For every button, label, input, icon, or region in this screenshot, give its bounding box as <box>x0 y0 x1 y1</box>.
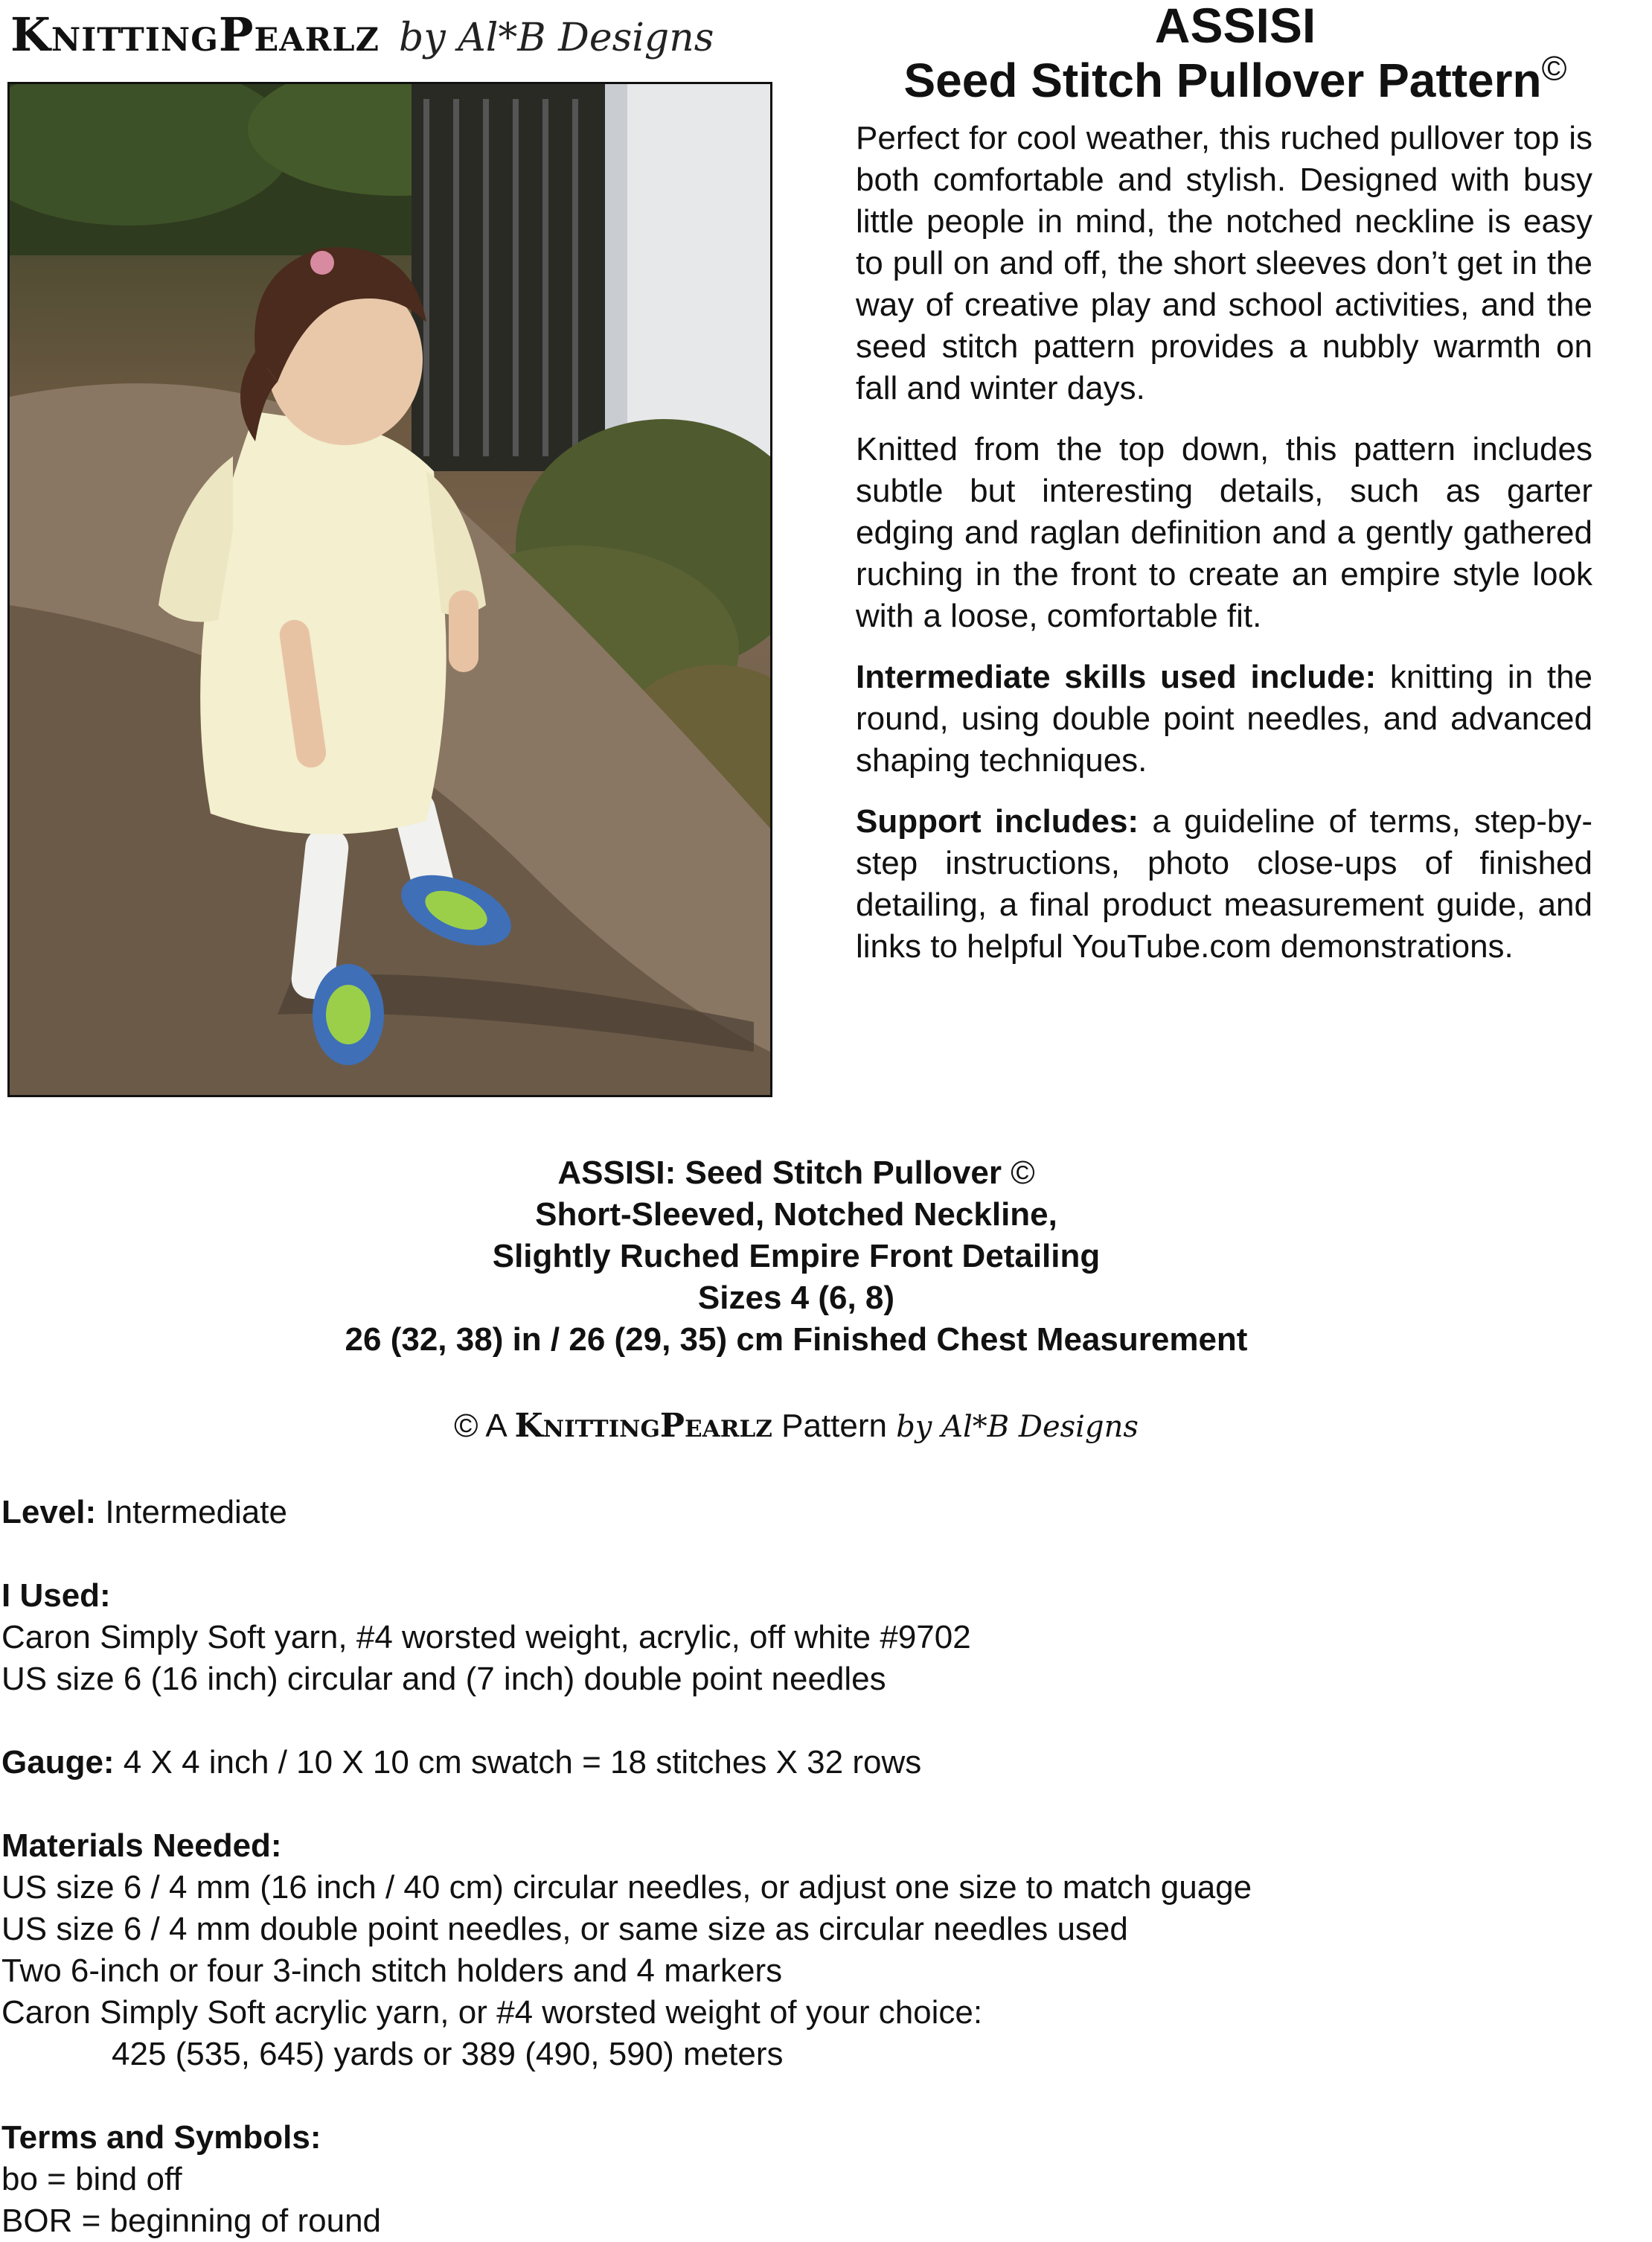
copyright-icon: © <box>1011 1154 1035 1191</box>
pattern-title: ASSISI <box>1154 0 1316 53</box>
materials-item: US size 6 / 4 mm (16 inch / 40 cm) circular needles, or adjust one size to match guage <box>1 1869 1252 1906</box>
level-value: Intermediate <box>96 1494 287 1530</box>
gauge-value: 4 X 4 inch / 10 X 10 cm swatch = 18 stitches X 32 rows <box>114 1744 922 1780</box>
materials-item: US size 6 / 4 mm double point needles, or same size as circular needles used <box>1 1911 1128 1947</box>
pattern-credit <box>0 1407 1592 1445</box>
gauge-section <box>1 1742 1564 1783</box>
pattern-credit-prefix: © A <box>454 1408 515 1444</box>
copyright-icon: © <box>1541 48 1567 88</box>
terms-section <box>1 2117 1564 2242</box>
child-photo-illustration <box>10 84 770 1095</box>
brand-name: KnittingPearlz <box>10 7 380 62</box>
used-item: Caron Simply Soft yarn, #4 worsted weight, acrylic, off white #9702 <box>1 1619 971 1655</box>
terms-item: BOR = beginning of round <box>1 2203 382 2239</box>
description-paragraph-2: Knitted from the top down, this pattern includes subtle but interesting details, such as garter edging and raglan definition and a gently gathered ruching in the front to create an empire style look with a loose, comfortable fit. <box>856 431 1592 634</box>
pattern-subtitle-text: Seed Stitch Pullover Pattern <box>903 54 1542 107</box>
level-label: Level: <box>1 1494 97 1530</box>
pattern-summary <box>0 1152 1592 1361</box>
pattern-credit-byline: by Al*B Designs <box>896 1410 1139 1444</box>
summary-sizes: Sizes 4 (6, 8) <box>697 1280 895 1316</box>
used-section <box>1 1575 1564 1700</box>
pattern-title-block <box>833 0 1637 110</box>
pattern-credit-brand: KnittingPearlz <box>514 1407 772 1445</box>
pattern-subtitle <box>833 48 1637 110</box>
level-section <box>1 1492 1564 1533</box>
product-photo <box>7 82 772 1097</box>
terms-label: Terms and Symbols: <box>1 2119 321 2156</box>
brand-byline: by Al*B Designs <box>399 16 714 60</box>
skills-label: Intermediate skills used include: <box>856 659 1377 695</box>
materials-label: Materials Needed: <box>1 1827 282 1864</box>
pattern-specs <box>1 1492 1564 2242</box>
summary-title-text: ASSISI: Seed Stitch Pullover <box>557 1154 1002 1191</box>
materials-item: Caron Simply Soft acrylic yarn, or #4 worsted weight of your choice: <box>1 1994 983 2031</box>
summary-features-2: Slightly Ruched Empire Front Detailing <box>492 1238 1101 1274</box>
brand-logo <box>10 7 714 74</box>
summary-title <box>0 1152 1592 1194</box>
used-label: I Used: <box>1 1577 111 1614</box>
skills-text: knitting in the round, using double point needles, and advanced shaping techniques. <box>856 659 1593 779</box>
terms-item: bo = bind off <box>1 2161 182 2197</box>
pattern-credit-mid: Pattern <box>772 1408 897 1444</box>
description-column <box>856 118 1592 987</box>
materials-section <box>1 1825 1564 2075</box>
materials-yardage: 425 (535, 645) yards or 389 (490, 590) meters <box>112 2036 784 2072</box>
materials-item: Two 6-inch or four 3-inch stitch holders and 4 markers <box>1 1952 783 1989</box>
summary-features-1: Short-Sleeved, Notched Neckline, <box>535 1196 1057 1233</box>
gauge-label: Gauge: <box>1 1744 115 1780</box>
support-text: a guideline of terms, step-by-step instructions, photo close-ups of finished detailing, a final product measurement guide, and links to helpful YouTube.com demonstrations. <box>856 803 1593 965</box>
skills-paragraph <box>856 657 1592 782</box>
used-item: US size 6 (16 inch) circular and (7 inch) double point needles <box>1 1661 886 1697</box>
description-paragraph-1: Perfect for cool weather, this ruched pullover top is both comfortable and stylish. Designed with busy little people in mind, the notched neckline is easy to pull on and off, the short sleeves don’t get in the way of creative play and school activities, and the seed stitch pattern provides a nubbly warmth on fall and winter days. <box>856 120 1592 406</box>
support-paragraph <box>856 801 1592 968</box>
summary-chest-measurement: 26 (32, 38) in / 26 (29, 35) cm Finished Chest Measurement <box>345 1321 1248 1358</box>
support-label: Support includes: <box>856 803 1139 840</box>
